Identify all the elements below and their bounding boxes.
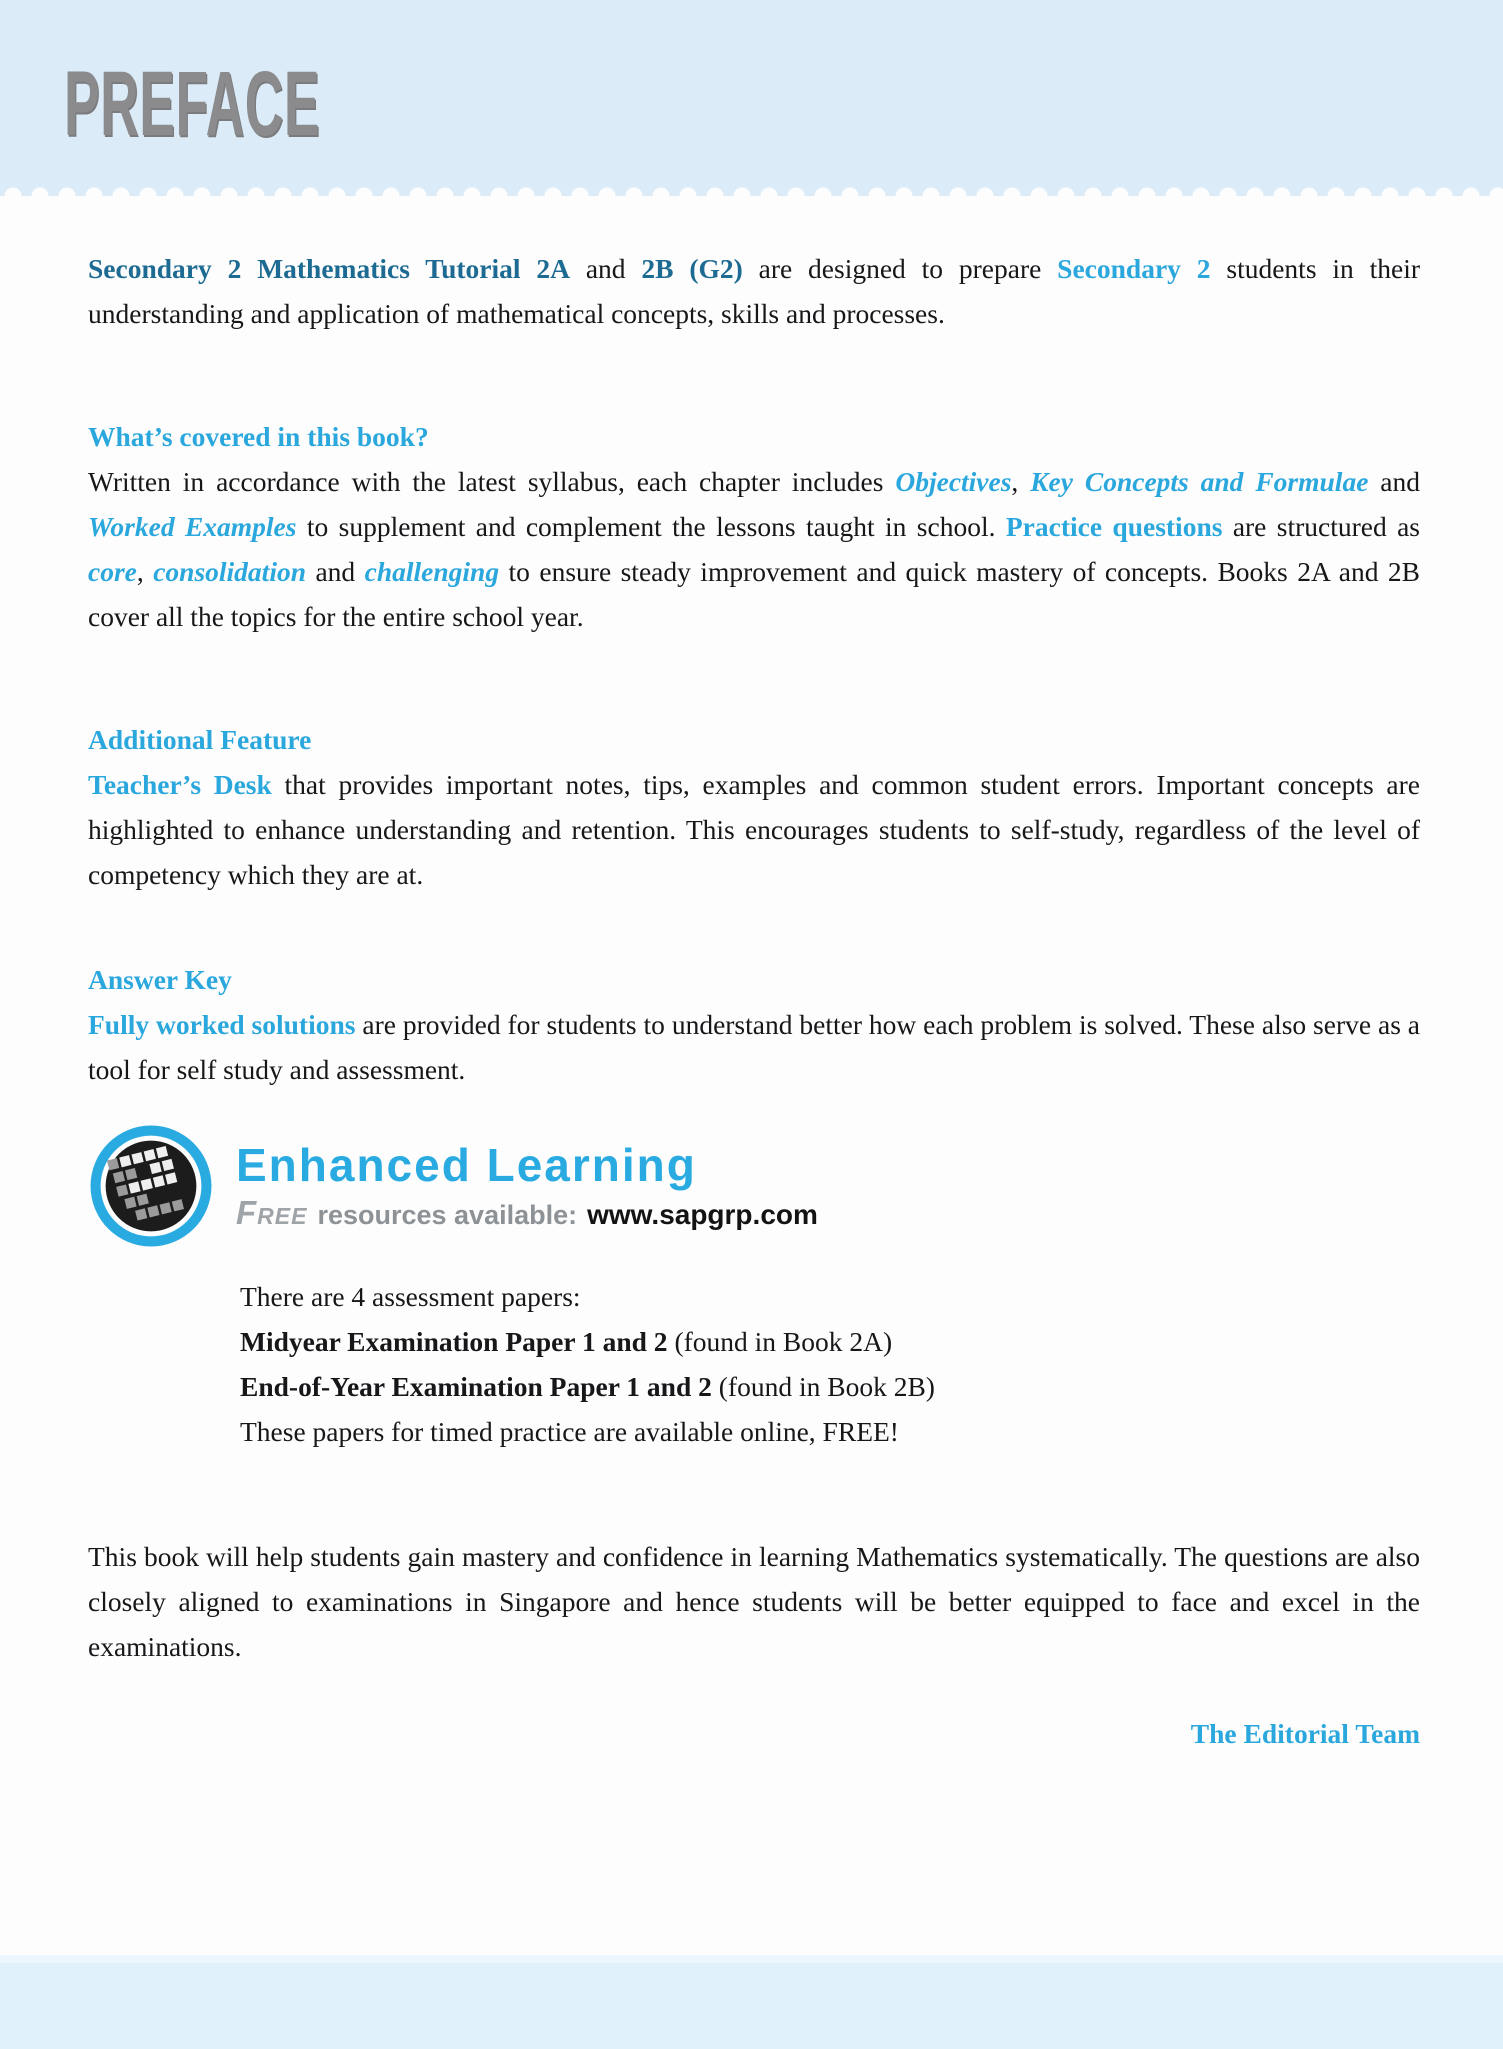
page-title: PREFACE [64,53,321,155]
assessment-papers-list [240,1274,1420,1454]
closing-paragraph: This book will help students gain mastery and confidence in learning Mathematics systematically. The questions are also closely aligned to examinations in Singapore and hence students will be better equipped to face and excel in the examinations. [88,1541,1420,1662]
covered-text: are structured as [1222,511,1421,542]
covered-text: and [306,556,365,587]
key-concepts-highlight: Key Concepts and Formulae [1030,466,1369,497]
objectives-highlight: Objectives [895,466,1012,497]
core-highlight: core [88,556,137,587]
papers-intro-line: There are 4 assessment papers: [240,1281,581,1312]
intro-text: students in their understanding and application of mathematical concepts, skills and processes. [88,253,1420,329]
covered-text: to ensure steady improvement and quick mastery of concepts. Books 2A and 2B cover all the topics for the entire school year. [88,556,1420,632]
preface-content [0,246,1503,1756]
additional-feature-paragraph [88,762,1420,897]
endofyear-paper-title: End-of-Year Examination Paper 1 and 2 [240,1371,712,1402]
covered-text: Written in accordance with the latest syllabus, each chapter includes [88,466,896,497]
intro-text: and [569,253,642,284]
enhanced-learning-text [236,1140,818,1232]
secondary2-highlight: Secondary 2 [1057,253,1211,284]
editorial-team-signature: The Editorial Team [1190,1718,1420,1749]
midyear-paper-location: (found in Book 2A) [667,1326,893,1357]
covered-text: , [1011,466,1031,497]
bottom-banner [0,1955,1503,2049]
enhanced-learning-block [88,1122,1420,1250]
worked-examples-highlight: Worked Examples [88,511,297,542]
book-title-2b: 2B (G2) [641,253,743,284]
fully-worked-highlight: Fully worked solutions [88,1009,356,1040]
papers-item-midyear [240,1319,1420,1364]
additional-feature-heading: Additional Feature [88,724,312,755]
covered-paragraph [88,459,1420,639]
covered-text: , [136,556,154,587]
sap-pixel-globe-icon [88,1122,214,1250]
intro-paragraph [88,246,1420,336]
papers-outro-line: These papers for timed practice are available online, FREE! [240,1416,899,1447]
answer-key-text: are provided for students to understand better how each problem is solved. These also serve as a tool for self study and assessment. [88,1009,1421,1085]
enhanced-learning-brand: Enhanced Learning [236,1139,697,1191]
intro-text: are designed to prepare [742,253,1058,284]
consolidation-highlight: consolidation [153,556,307,587]
papers-item-endofyear [240,1364,1420,1409]
covered-text: to supplement and complement the lessons taught in school. [296,511,1006,542]
midyear-paper-title: Midyear Examination Paper 1 and 2 [240,1326,668,1357]
teachers-desk-highlight: Teacher’s Desk [88,769,272,800]
free-label: Free [236,1194,308,1231]
top-banner [0,0,1503,183]
resources-label: resources available: [317,1200,578,1230]
covered-text: and [1368,466,1421,497]
endofyear-paper-location: (found in Book 2B) [711,1371,935,1402]
practice-questions-highlight: Practice questions [1005,511,1223,542]
book-title-2a: Secondary 2 Mathematics Tutorial 2A [88,253,570,284]
scalloped-divider [0,183,1503,196]
sapgrp-url: www.sapgrp.com [587,1199,818,1230]
challenging-highlight: challenging [364,556,500,587]
enhanced-learning-subline [236,1194,818,1232]
answer-key-paragraph [88,1002,1420,1092]
answer-key-heading: Answer Key [88,964,232,995]
additional-text: that provides important notes, tips, examples and common student errors. Important concepts are highlighted to enhance understanding and retention. This encourages students to self-study, regardless of the level of competency which they are at. [88,769,1420,890]
covered-heading: What’s covered in this book? [88,421,429,452]
